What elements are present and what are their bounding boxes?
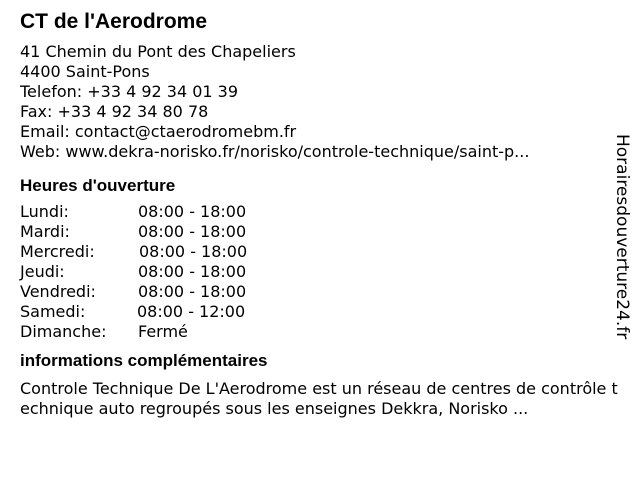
- time-value: 08:00 - 18:00: [139, 242, 248, 261]
- additional-info-text: Controle Technique De L'Aerodrome est un réseau de centres de contrôle technique auto regroupés sous les enseignes Dekkra, Norisko ...: [20, 379, 618, 418]
- time-value: 08:00 - 18:00: [138, 202, 247, 221]
- hours-row-saturday: [20, 302, 620, 322]
- day-label: Mardi:: [20, 222, 70, 241]
- hours-row-sunday: [20, 322, 620, 342]
- hours-row-thursday: [20, 262, 620, 282]
- business-card: [20, 8, 620, 419]
- additional-info-heading: informations complémentaires: [20, 351, 268, 370]
- site-watermark: Horairesdouverture24.fr: [612, 134, 632, 340]
- opening-hours-table: [20, 202, 620, 342]
- day-label: Vendredi:: [20, 282, 96, 301]
- time-value: 08:00 - 12:00: [137, 302, 246, 321]
- email-address[interactable]: Email: contact@ctaerodromebm.fr: [20, 122, 297, 141]
- website-link[interactable]: Web: www.dekra-norisko.fr/norisko/controle-technique/saint-p...: [20, 142, 530, 161]
- address-city: 4400 Saint-Pons: [20, 62, 150, 81]
- day-label: Jeudi:: [20, 262, 65, 281]
- fax-number: Fax: +33 4 92 34 80 78: [20, 102, 209, 121]
- hours-row-tuesday: [20, 222, 620, 242]
- address-street: 41 Chemin du Pont des Chapeliers: [20, 42, 296, 61]
- opening-hours-heading: Heures d'ouverture: [20, 176, 176, 195]
- day-label: Samedi:: [20, 302, 86, 321]
- time-value: 08:00 - 18:00: [138, 222, 247, 241]
- day-label: Mercredi:: [20, 242, 95, 261]
- time-value: 08:00 - 18:00: [138, 282, 247, 301]
- day-label: Dimanche:: [20, 322, 107, 341]
- hours-row-friday: [20, 282, 620, 302]
- time-value: 08:00 - 18:00: [138, 262, 247, 281]
- phone-number[interactable]: Telefon: +33 4 92 34 01 39: [20, 82, 239, 101]
- hours-row-monday: [20, 202, 620, 222]
- hours-row-wednesday: [20, 242, 620, 262]
- day-label: Lundi:: [20, 202, 69, 221]
- time-value: Fermé: [138, 322, 188, 341]
- business-name: CT de l'Aerodrome: [20, 10, 208, 33]
